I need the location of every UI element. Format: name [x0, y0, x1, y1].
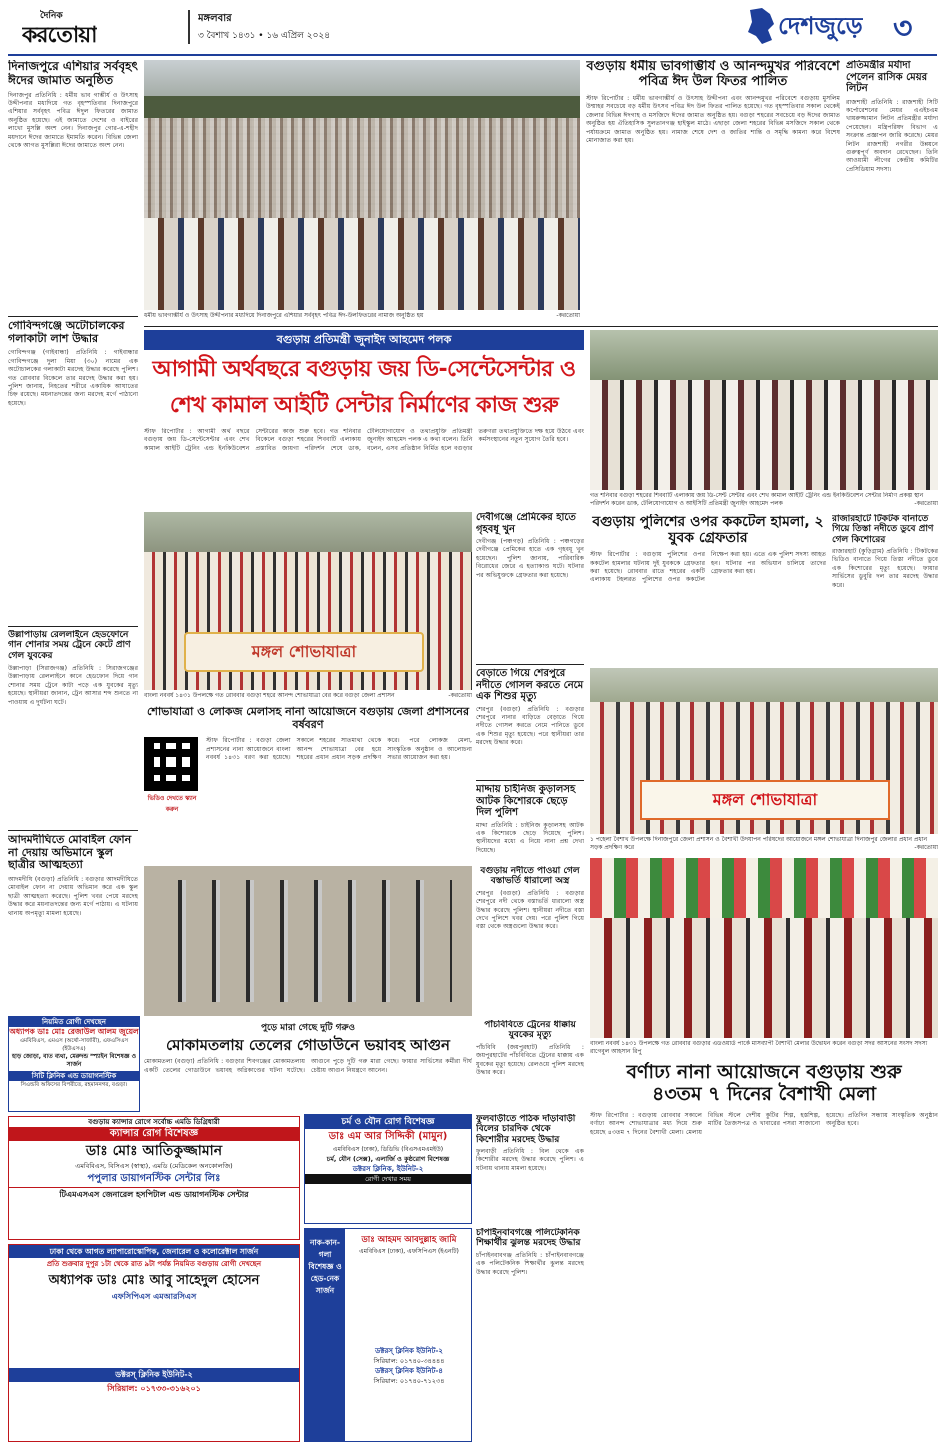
story-body: স্টাফ রিপোর্টার : বগুড়া জেলা প্রশাসনের নানা আয়োজনে বাংলা নববর্ষ ১৪৩১ বরণ করা হয়েছে। সকালে শহরের সাতমাথা থেকে আনন্দ শোভাযাত্রা বের হয়ে শহরের প্রধান প্রধান সড়ক প্রদক্ষিণ করে। পরে লোকজ মেলা, সাংস্কৃতিক অনুষ্ঠান ও আলোচনা সভার আয়োজন করা হয়। — [206, 737, 472, 762]
ad-doctor: ডাঃ এম আর সিদ্দিকী (মামুন) — [328, 1131, 448, 1142]
rally-story — [144, 706, 472, 864]
divider — [8, 626, 138, 627]
rajarhat-story — [832, 514, 938, 664]
story-title: পাঁচবিবিতে ট্রেনের ধাক্কায় যুবকের মৃত্যু — [484, 1020, 576, 1041]
story-body: মোকামতলা (বগুড়া) প্রতিনিধি : বগুড়ার শিবগঞ্জের মোকামতলায় একটি তেলের গোডাউনে ভয়াবহ অগ্নিকাণ্ডের ঘটনা ঘটেছে। আগুনে পুড়ে দুটি গরু মারা গেছে। ফায়ার সার্ভিসের কর্মীরা দীর্ঘ চেষ্টায় আগুন নিয়ন্ত্রণে আনেন। — [144, 1058, 472, 1074]
story-body: শেরপুর (বগুড়া) প্রতিনিধি : বগুড়ার শেরপুরে নানার বাড়িতে বেড়াতে গিয়ে নদীতে গোসল করতে নেমে পানিতে ডুবে এক শিশুর মৃত্যু হয়েছে। পরে স্থানীয়রা তার মরদেহ উদ্ধার করে। — [476, 705, 584, 747]
rally-photo — [144, 512, 472, 690]
masthead-divider — [188, 10, 190, 44]
ad-serial: সিরিয়াল: ০১৭৩৩-৩১৬২০১ — [107, 1384, 201, 1393]
ad-surgeon — [8, 1244, 300, 1442]
story-body: মাদ্দা প্রতিনিধি : চাইনিজ কুড়ালসহ আটক এক কিশোরকে ছেড়ে দিয়েছে পুলিশ। স্থানীয়দের মধ্যে এ নিয়ে নানা প্রশ্ন দেখা দিয়েছে। — [476, 821, 584, 854]
story-body: রাজারহাট (কুড়িগ্রাম) প্রতিনিধি : টিকটকের ভিডিও বানাতে গিয়ে তিস্তা নদীতে ডুবে এক কিশোরের মৃত্যু হয়েছে। ফায়ার সার্ভিসের ডুবুরি দল তার মরদেহ উদ্ধার করে। — [832, 548, 938, 589]
rally-banner — [184, 632, 424, 672]
story-title: আদমদীঘিতে মোবাইল ফোন না দেয়ায় অভিমানে স্কুল ছাত্রীর আত্মহত্যা — [8, 834, 132, 872]
story-title: বগুড়ায় ধর্মীয় ভাবগাম্ভীর্য ও আনন্দমুখর পরিবেশে পবিত্র ঈদ উল ফিতর পালিত — [586, 60, 840, 89]
masthead-daily-label: দৈনিক — [40, 11, 63, 21]
story-title: বেড়াতে গিয়ে শেরপুরে নদীতে গোসল করতে নেমে এক শিশুর মৃত্যু — [476, 668, 584, 702]
left-story-gobindaganj — [8, 320, 138, 620]
ad-doctor: অধ্যাপক ডাঃ মোঃ রেজাউল আলম জুয়েল — [9, 1027, 139, 1036]
ad-center: পপুলার ডায়াগনস্টিক সেন্টার লিঃ — [87, 1173, 221, 1184]
ad-address: সিএন্ডবি অফিসের বিপরীতে, রহমাননগর, বগুড়া। — [20, 1082, 128, 1088]
ad-hospital: টিএমএসএস জেনারেল হসপিটাল এন্ড ডায়াগনস্টিক সেন্টার — [9, 1187, 299, 1202]
story-title: বগুড়ায় পুলিশের ওপর ককটেল হামলা, ২ যুবক গ্রেফতার — [592, 514, 824, 547]
ad-serial-2: সিরিয়াল: ০১৭৪০-৭১২৩৪ — [373, 1377, 445, 1385]
story-body: চাঁপাইনবাবগঞ্জ প্রতিনিধি : চাঁপাইনবাবগঞ্জে এক পলিটেকনিক শিক্ষার্থীর ঝুলন্ত মরদেহ উদ্ধার করেছে পুলিশ। — [476, 1251, 584, 1276]
fair-photo-caption: বাংলা নববর্ষ ১৪৩১ উপলক্ষে গত রোববার বগুড়ার এডওয়ার্ড পার্কে মাসব্যাপী বৈশাখী মেলার উদ্বোধন করেন বগুড়া সদর আসনের সংসদ সদস্য রাগেবুল আহসান রিপু — [590, 1040, 928, 1055]
story-title: ফুলবাড়ীতে পাঠক দাঁড়াবাড়ী বিলের চারদিক থেকে কিশোরীর মরদেহ উদ্ধার — [476, 1114, 576, 1145]
ad-head: চর্ম ও যৌন রোগ বিশেষজ্ঞ — [305, 1115, 471, 1129]
ad-degree: এমবিবিএস (ঢাকা), ডিডিভি (বিএসএমএমইউ) — [332, 1146, 444, 1153]
ad-spec: চর্ম, যৌন (সেক্স), এলার্জি ও কুষ্ঠরোগ বিশেষজ্ঞ — [326, 1155, 450, 1163]
story-body: উল্লাপাড়া (সিরাজগঞ্জ) প্রতিনিধি : সিরাজগঞ্জের উল্লাপাড়ায় রেললাইনে কানে হেডফোন দিয়ে গান শোনার সময় ট্রেনে কাটা পড়ে এক যুবকের মৃত্যু হয়েছে। স্থানীয়রা জানান, ট্রেন আসার শব্দ শুনতে না পাওয়ায় এ দুর্ঘটনা ঘটে। — [8, 665, 138, 706]
mid-story-debiganj — [476, 512, 584, 662]
ad-degree: এমবিবিএস, এমএস (অর্থো-সার্জারী), এফএসিএস (ইউএসএ) — [19, 1038, 129, 1052]
photo-crowd-mid — [144, 118, 580, 218]
story-body: গোবিন্দগঞ্জ (গাইবান্ধা) প্রতিনিধি : গাইবান্ধার গোবিন্দগঞ্জে দুলা মিয়া (৩০) নামের এক অটোচালকের গলাকাটা মরদেহ উদ্ধার করেছে পুলিশ। গত রোববার বিকেলে তার মরদেহ উদ্ধার করা হয়। পুলিশ জানায়, নিহতের শরীরে একাধিক আঘাতের চিহ্ন রয়েছে। ময়নাতদন্তের জন্য মরদেহ মর্গে পাঠানো হয়েছে। — [8, 349, 138, 407]
ad-spec: হাড় জোড়া, বাত ব্যথা, মেরুদন্ড স্প্যাইন বিশেষজ্ঞ ও সার্জন — [11, 1053, 137, 1068]
lead-kicker: বগুড়ায় প্রতিমন্ত্রী জুনাইদ আহমেদ পলক — [276, 333, 452, 346]
rally-photo-caption — [144, 692, 472, 702]
story-title: মাদ্দায় চাইনিজ কুড়ালসহ আটক কিশোরকে ছেড়ে দিল পুলিশ — [476, 784, 576, 818]
section-title: দেশজুড়ে — [778, 12, 863, 40]
phulbari-story — [476, 1114, 584, 1224]
eid-prayer-photo — [144, 60, 580, 310]
ad-clinic: ডক্টরস ক্লিনিক, ইউনিট-২ — [352, 1165, 424, 1173]
ad-clinic-2: ডক্টরস্ ক্লিনিক ইউনিট-৪ — [375, 1367, 443, 1375]
photo-credit: -করতোয়া — [914, 500, 938, 507]
story-title: গোবিন্দগঞ্জে অটোচালকের গলাকাটা লাশ উদ্ধার — [8, 320, 125, 345]
story-title: শোভাযাত্রা ও লোকজ মেলাসহ নানা আয়োজনে বগুড়ায় জেলা প্রশাসনের বর্ষবরণ — [146, 706, 470, 731]
ad-time: রোগী দেখার সময় — [305, 1174, 471, 1184]
photo-trees — [144, 96, 580, 118]
divider — [476, 664, 584, 665]
ad-main — [349, 1233, 469, 1439]
ad-skin — [304, 1114, 472, 1224]
mid-story-sherpur — [476, 668, 584, 778]
lead-body: স্টাফ রিপোর্টার : আগামী অর্থ বছরে বগুড়ায় জয় ডি-সেন্টেসেন্টার এবং শেখ কামাল আইটি ট্রেনিং এন্ড ইনকিউবেশন সেন্টারের কাজ শুরু হবে। গত শনিবার বিকেলে বগুড়া শহরের শিববাটি এলাকায় প্রস্তাবিত জায়গা পরিদর্শন শেষে ডাক, টেলিযোগাযোগ ও তথ্যপ্রযুক্তি প্রতিমন্ত্রী জুনাইদ আহমেদ পলক এ কথা বলেন। তিনি বলেন, এসব প্রতিষ্ঠান নির্মিত হলে বগুড়ার তরুণরা তথ্যপ্রযুক্তিতে দক্ষ হয়ে উঠবে এবং কর্মসংস্থানের নতুন সুযোগ তৈরি হবে। — [144, 428, 584, 452]
story-body: দেবীগঞ্জ (পঞ্চগড়) প্রতিনিধি : পঞ্চগড়ের দেবীগঞ্জে প্রেমিকের হাতে এক গৃহবধূ খুন হয়েছেন। পুলিশ জানায়, পারিবারিক বিরোধের জেরে এ হত্যাকাণ্ড ঘটে। ঘটনার পর অভিযুক্তকে গ্রেফতার করা হয়েছে। — [476, 538, 584, 579]
story-title: উল্লাপাড়ায় রেললাইনে হেডফোনে গান শোনার সময় ট্রেনে কেটে প্রাণ গেল যুবকের — [8, 630, 131, 661]
arms-story — [476, 866, 584, 1016]
masthead-rule — [8, 54, 937, 56]
masthead-date: ৩ বৈশাখ ১৪৩১ • ১৬ এপ্রিল ২০২৪ — [198, 31, 331, 41]
ad-doctor: অধ্যাপক ডাঃ মোঃ আবু সাহেদুল হোসেন — [48, 1273, 260, 1288]
ad-degree: এমবিবিএস, বিসিএস (স্বাস্থ্য), এমডি (মেডিকেল অনকোলজি) — [75, 1162, 233, 1170]
minister-photo-caption — [590, 492, 938, 510]
ad-spec: ক্যান্সার রোগ বিশেষজ্ঞ — [9, 1127, 299, 1141]
lead-kicker-bar — [144, 330, 584, 350]
procession-banner — [640, 780, 890, 820]
page-number: ৩ — [893, 11, 913, 46]
ad-degree: এমবিবিএস (ঢাকা), এফসিপিএস (ইএনটি) — [359, 1248, 459, 1255]
story-title: চাঁপাইনবাবগঞ্জে পলিটেকনিক শিক্ষার্থীর ঝুলন্ত মরদেহ উদ্ধার — [476, 1228, 581, 1249]
police-attack-story — [590, 514, 826, 664]
story-body: দিনাজপুর প্রতিনিধি : ধর্মীয় ভাব গাম্ভীর্য ও উৎসাহ উদ্দীপনার মধ্যদিয়ে গত বৃহস্পতিবার দিনাজপুরে এশিয়ার সর্ববৃহৎ পবিত্র ঈদুল ফিতরের জামাত অনুষ্ঠিত হয়েছে। এই জামাতে দেশের ও বাইরের লাখো মুসল্লি অংশ নেন। দিনাজপুর গোর-এ-শহীদ ময়দানে ঈদের জামাতে ইমামতি করেন। বিভিন্ন জেলা থেকে আগত মুসল্লিরা ঈদের জামাতে অংশ নেন। — [8, 91, 138, 150]
photo-credit: -করতোয়া — [448, 692, 472, 699]
story-title: দিনাজপুরে এশিয়ার সর্ববৃহৎ ঈদের জামাত অনুষ্ঠিত — [8, 60, 138, 87]
story-body: স্টাফ রিপোর্টার : বগুড়ায় পুলিশের ওপর ককটেল হামলার ঘটনায় দুই যুবককে গ্রেফতার করা হয়েছে। রোববার রাতে শহরের একটি এলাকায় টহলরত পুলিশের ওপর ককটেল নিক্ষেপ করা হয়। এতে এক পুলিশ সদস্য আহত হন। ঘটনার পর অভিযান চালিয়ে তাদের গ্রেফতার করা হয়। — [590, 551, 826, 584]
procession-photo — [590, 668, 938, 834]
ad-head: নিয়মিত রোগী দেখছেন — [9, 1017, 139, 1027]
masthead-day: মঙ্গলবার — [198, 13, 232, 24]
divider — [476, 780, 584, 781]
train-story — [476, 1020, 584, 1110]
story-title-line2: ৪৩তম ৭ দিনের বৈশাখী মেলা — [652, 1082, 876, 1105]
story-title: মোকামতলায় তেলের গোডাউনে ভয়াবহ আগুন — [166, 1036, 450, 1054]
masthead — [0, 0, 945, 54]
photo-credit: -করতোয়া — [556, 312, 580, 319]
mid-story-madda — [476, 784, 584, 866]
masthead-logo: করতোয়া — [22, 23, 97, 48]
caption-text: ১ পহেলা বৈশাখ উপলক্ষে দিনাজপুরে জেলা প্রশাসন ও বৈশাখী উদযাপন পরিষদের আয়োজনে মঙ্গল শোভাযাত্রা দিনাজপুর জেলার প্রধান প্রধান সড়ক প্রদক্ষিণ করে — [590, 836, 928, 851]
ad-doctor: ডাঃ মোঃ আতিকুজ্জামান — [85, 1143, 223, 1159]
photo-weapons — [164, 880, 452, 1002]
ad-note: প্রতি শুক্রবার দুপুর ১টা থেকে রাত ৯টা পর্যন্ত নিয়মিত বগুড়ায় রোগী দেখছেন — [46, 1260, 262, 1268]
top-story-bogura-eid — [586, 60, 840, 322]
story-title: দেবীগঞ্জে প্রেমিকের হাতে গৃহবধূ খুন — [476, 512, 576, 535]
banner-text: মঙ্গল শোভাযাত্রা — [712, 790, 818, 809]
ad-doctor: ডাঃ আহমদ আবদুল্লাহ জামি — [361, 1235, 457, 1245]
story-body: শেরপুর (বগুড়া) প্রতিনিধি : বগুড়ার শেরপুরে নদী থেকে বস্তাভর্তি ধারালো অস্ত্র উদ্ধার করেছে পুলিশ। স্থানীয়রা নদীতে বস্তা দেখে পুলিশে খবর দেয়। পরে পুলিশ গিয়ে বস্তা থেকে অস্ত্রগুলো উদ্ধার করে। — [476, 889, 584, 931]
story-body: আদমদীঘি (বগুড়া) প্রতিনিধি : বগুড়ার আদমদীঘিতে মোবাইল ফোন না দেয়ায় অভিমান করে এক স্কুল ছাত্রী আত্মহত্যা করেছে। পুলিশ খবর পেয়ে মরদেহ উদ্ধার করে ময়নাতদন্তের জন্য মর্গে পাঠায়। এ ঘটনায় থানায় অপমৃত্যু মামলা হয়েছে। — [8, 875, 138, 917]
ad-orthopedic — [8, 1016, 140, 1112]
chapai-story — [476, 1228, 584, 1438]
photo-people — [590, 380, 938, 490]
divider — [8, 316, 138, 317]
story-title: বর্ণাঢ্য নানা আয়োজনে বগুড়ায় শুরু — [626, 1062, 902, 1083]
story-body: ফুলবাড়ী প্রতিনিধি : বিল থেকে এক কিশোরীর মরদেহ উদ্ধার করেছে পুলিশ। এ ঘটনায় থানায় মামলা হয়েছে। — [476, 1148, 584, 1172]
left-story-dinajpur — [8, 60, 138, 312]
story-body: স্টাফ রিপোর্টার : ধর্মীয় ভাবগাম্ভীর্য ও উৎসাহ উদ্দীপনা এবং আনন্দমুখর পরিবেশে বগুড়ায় মুসলিম উম্মাহর সবচেয়ে বড় ধর্মীয় উৎসব পবিত্র ঈদ উল ফিতর পালিত হয়েছে। গত বৃহস্পতিবার সকাল থেকেই জেলার বিভিন্ন ঈদগাহ ও মসজিদে ঈদের জামাত অনুষ্ঠিত হয়। বগুড়া শহরের সবচেয়ে বড় ঈদের জামাত অনুষ্ঠিত হয় ঐতিহাসিক সুলতানগঞ্জ হাইস্কুল মাঠে। এছাড়া জেলা শহরের বিভিন্ন মসজিদে সকাল থেকে পর্যায়ক্রমে জামাত অনুষ্ঠিত হয়। নামাজ শেষে দেশ ও জাতির শান্তি ও সমৃদ্ধি কামনা করে বিশেষ মোনাজাত করা হয়। — [586, 94, 840, 144]
ad-clinic: সিটি ক্লিনিক এন্ড ডায়াগনস্টিক — [9, 1071, 139, 1081]
story-body: পাঁচবিবি (জয়পুরহাট) প্রতিনিধি : জয়পুরহাটের পাঁচবিবিতে ট্রেনের ধাক্কায় এক যুবকের মৃত্যু হয়েছে। রেলওয়ে পুলিশ মরদেহ উদ্ধার করে। — [476, 1043, 584, 1076]
minister-visit-photo — [590, 330, 938, 490]
map-icon — [744, 6, 778, 46]
story-title: রাজারহাটে টিকটক বানাতে গিয়ে তিস্তা নদীতে ডুবে প্রাণ গেল কিশোরের — [832, 514, 934, 545]
eid-photo-caption — [144, 312, 580, 322]
qr-code-icon[interactable] — [144, 737, 198, 791]
divider — [8, 830, 138, 831]
ad-head: বগুড়ায় ক্যান্সার রোগে সর্বোচ্চ এমডি ডিগ্রিধারী — [88, 1118, 220, 1126]
fair-story — [590, 1062, 938, 1442]
ad-clinic-1: ডক্টরস্ ক্লিনিক ইউনিট-২ — [375, 1347, 443, 1355]
ad-side: নাক-কান-গলা বিশেষজ্ঞ ও হেড-নেক সার্জন — [305, 1229, 345, 1442]
ad-ent — [304, 1228, 472, 1442]
weapons-photo — [144, 866, 472, 1016]
ad-cancer — [8, 1116, 300, 1240]
photo-people — [590, 918, 938, 1038]
story-body: রাজশাহী প্রতিনিধি : রাজশাহী সিটি কর্পোরেশনের মেয়র এএইচএম খায়রুজ্জামান লিটন প্রতিমন্ত্রীর মর্যাদা পেয়েছেন। মন্ত্রিপরিষদ বিভাগ এ সংক্রান্ত প্রজ্ঞাপন জারি করেছে। মেয়র লিটন রাজশাহী নগরীর উন্নয়নে গুরুত্বপূর্ণ অবদান রেখেছেন। তিনি আওয়ামী লীগের কেন্দ্রীয় কমিটির প্রেসিডিয়াম সদস্য। — [846, 98, 938, 173]
caption-text: ধর্মীয় ভাবগাম্ভীর্য ও উৎসাহ উদ্দীপনার মধ্যদিয়ে দিনাজপুরে এশিয়ার সর্ববৃহৎ পবিত্র ঈদ-উলফিতরের নামাজ অনুষ্ঠিত হয় — [144, 312, 424, 319]
left-story-adamdighi — [8, 834, 138, 1010]
ad-serial-1: সিরিয়াল: ০১৭৪০-৩৪৪৪৪ — [373, 1357, 445, 1365]
story-title: প্রতিমন্ত্রীর মর্যাদা পেলেন রাসিক মেয়র লিটন — [846, 60, 928, 94]
photo-crowd-front — [144, 218, 580, 310]
photo-credit: -করতোয়া — [914, 844, 938, 851]
right-story-mayor — [846, 60, 938, 322]
lead-headline-1: আগামী অর্থবছরে বগুড়ায় জয় ডি-সেন্টেসেন্টার ও — [152, 357, 576, 382]
fire-story — [144, 1020, 472, 1110]
ad-degree: এফসিপিএস এমআরসিএস — [111, 1292, 197, 1301]
baishakhi-fair-photo — [590, 858, 938, 1038]
qr-label: ভিডিও দেখতে স্ক্যান করুন — [147, 795, 197, 814]
story-title: বগুড়ায় নদীতে পাওয়া গেল বস্তাভর্তি ধারালো অস্ত্র — [480, 866, 580, 887]
caption-text: গত শনিবার বগুড়া শহরের শিববাটি এলাকায় জয় ডি-সেন্ট সেন্টার এবং শেখ কামাল আইটি ট্রেনিং এন্ড ইনকিউবেশন সেন্টার নির্মাণ প্রকল্প স্থান পরিদর্শন করেন ডাক, টেলিযোগাযোগ ও আইসিটি প্রতিমন্ত্রী জুনাইদ আহমেদ পলক — [590, 492, 924, 507]
banner-text: মঙ্গল শোভাযাত্রা — [251, 642, 357, 661]
lead-headline-2: শেখ কামাল আইটি সেন্টার নির্মাণের কাজ শুরু — [169, 393, 559, 418]
divider — [144, 326, 938, 327]
story-kicker: পুড়ে মারা গেছে দুটি গরুও — [260, 1023, 356, 1033]
left-story-ullapara — [8, 630, 138, 825]
ad-head: ঢাকা থেকে আগত ল্যাপারোস্কোপিক, জেনারেল ও কলোরেক্টাল সার্জন — [9, 1245, 299, 1258]
story-body: স্টাফ রিপোর্টার : বগুড়ায় রোববার সকালে বর্ণাঢ্য আনন্দ শোভাযাত্রার মধ্য দিয়ে শুরু হয়েছে ৪৩তম ৭ দিনের বৈশাখী মেলা। মেলায় বিভিন্ন স্টলে দেশীয় কুটির শিল্প, হস্তশিল্প, মাটির তৈজসপত্র ও খাবারের পসরা সাজানো হয়েছে। প্রতিদিন সন্ধ্যায় সাংস্কৃতিক অনুষ্ঠান অনুষ্ঠিত হবে। — [590, 1111, 938, 1136]
procession-photo-caption — [590, 836, 938, 854]
ad-clinic: ডক্টরস্ ক্লিনিক ইউনিট-২ — [9, 1368, 299, 1382]
caption-text: বাংলা নববর্ষ ১৪৩১ উপলক্ষে গত রোববার বগুড়া শহরে আনন্দ শোভাযাত্রা বের করে বগুড়া জেলা প্রশাসন — [144, 692, 395, 699]
